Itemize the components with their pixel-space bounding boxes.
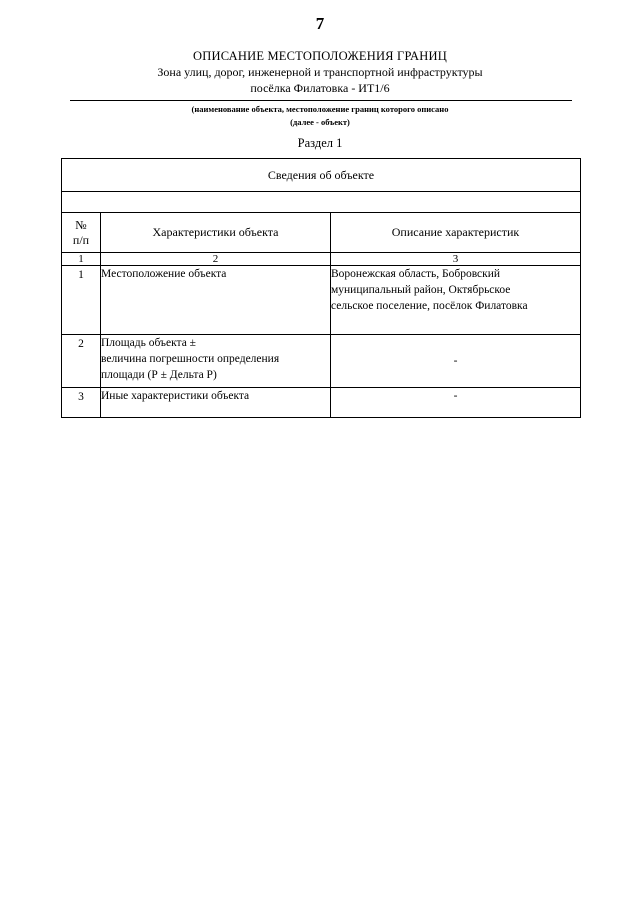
column-number: 3	[331, 253, 581, 266]
object-name-line-1: Зона улиц, дорог, инженерной и транспортной инфраструктуры	[157, 65, 483, 79]
document-header	[0, 48, 640, 96]
column-number: 1	[62, 253, 101, 266]
object-info-table	[61, 158, 581, 418]
caption-line-1: (наименование объекта, местоположение границ которого описано	[191, 104, 449, 114]
row-description-line: муниципальный район, Октябрьское	[331, 284, 511, 296]
column-number: 2	[101, 253, 331, 266]
row-characteristic-line: Площадь объекта ±	[101, 337, 196, 349]
row-description	[331, 266, 581, 335]
section-title: Раздел 1	[297, 136, 343, 150]
row-characteristic-line: Иные характеристики объекта	[101, 390, 250, 402]
document-title: ОПИСАНИЕ МЕСТОПОЛОЖЕНИЯ ГРАНИЦ	[193, 49, 447, 63]
row-description-line: сельское поселение, посёлок Филатовка	[331, 300, 528, 312]
row-description: -	[331, 388, 581, 418]
row-characteristic	[101, 335, 331, 388]
object-name-underline	[70, 100, 572, 101]
column-header-num	[62, 213, 101, 253]
column-header-characteristics: Характеристики объекта	[101, 213, 331, 253]
row-description: -	[331, 335, 581, 388]
table-title-row	[62, 159, 581, 192]
object-caption	[0, 103, 640, 129]
table-row	[62, 266, 581, 335]
column-header-description: Описание характеристик	[331, 213, 581, 253]
row-description-line: Воронежская область, Бобровский	[331, 268, 501, 280]
row-characteristic	[101, 266, 331, 335]
row-number: 1	[62, 266, 101, 335]
row-characteristic-line: величина погрешности определения	[101, 353, 280, 365]
row-characteristic	[101, 388, 331, 418]
column-header-num-line-2: п/п	[72, 232, 90, 247]
column-number-row	[62, 253, 581, 266]
row-number: 3	[62, 388, 101, 418]
table-row	[62, 388, 581, 418]
page-number: 7	[315, 14, 325, 33]
row-characteristic-line: Местоположение объекта	[101, 268, 227, 280]
row-characteristic-line: площади (Р ± Дельта Р)	[101, 369, 217, 381]
table-header-row	[62, 213, 581, 253]
table-blank-row	[62, 192, 581, 213]
row-number: 2	[62, 335, 101, 388]
object-name-line-2: посёлка Филатовка - ИТ1/6	[250, 81, 390, 95]
column-header-num-line-1: №	[75, 217, 87, 232]
caption-line-2: (далее - объект)	[290, 117, 350, 127]
table-title: Сведения об объекте	[62, 159, 581, 192]
table-row	[62, 335, 581, 388]
